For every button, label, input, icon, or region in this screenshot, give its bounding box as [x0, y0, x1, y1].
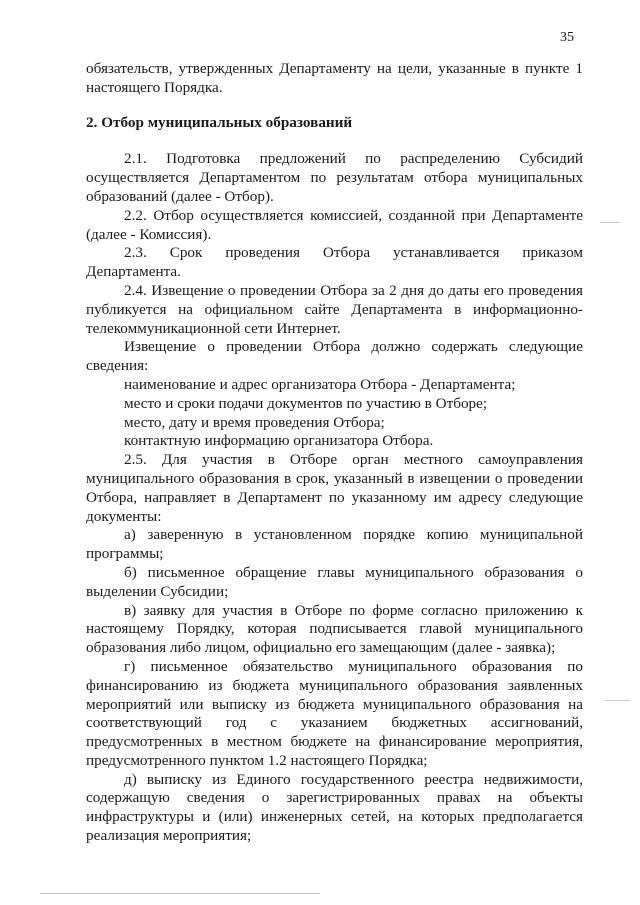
document-body [86, 60, 583, 846]
scan-artifact-right [605, 700, 630, 701]
section-title: 2. Отбор муниципальных образований [86, 113, 353, 131]
doc-item-d: д) выписку из Единого государственного реестра недвижимости, содержащую сведения о зарегистрированных правах на объекты инфраструктуры и (или) инженерных сетей, на которых предполагается реализация мероприятия; [86, 770, 583, 845]
notice-item: место, дату и время проведения Отбора; [124, 413, 385, 431]
notice-item: место и сроки подачи документов по участию в Отборе; [124, 394, 488, 412]
doc-item-g: г) письменное обязательство муниципального образования по финансированию из бюджета муниципального образования заявленных мероприятий или выписку из бюджета муниципального образования на соответствующий год с указанием бюджетных ассигнований, предусмотренных в местном бюджете на финансирование мероприятия, предусмотренного пунктом 1.2 настоящего Порядка; [86, 657, 583, 769]
intro-paragraph: обязательств, утвержденных Департаменту на цели, указанные в пункте 1 настоящего Порядка. [86, 60, 583, 96]
notice-item: контактную информацию организатора Отбора. [124, 432, 434, 450]
doc-item-v: в) заявку для участия в Отборе по форме согласно приложению к настоящему Порядку, которая подписывается главой муниципального образования либо лицом, официально его замещающим (далее - заявка); [86, 601, 583, 657]
paragraph-2-2: 2.2. Отбор осуществляется комиссией, созданной при Департаменте (далее - Комиссия). [86, 206, 583, 243]
doc-item-b: б) письменное обращение главы муниципального образования о выделении Субсидии; [86, 563, 583, 600]
notice-intro: Извещение о проведении Отбора должно содержать следующие сведения: [86, 338, 583, 375]
paragraph-2-3: 2.3. Срок проведения Отбора устанавливается приказом Департамента. [86, 244, 583, 281]
scan-artifact-bottom [40, 893, 320, 894]
doc-item-a: а) заверенную в установленном порядке копию муниципальной программы; [86, 526, 583, 563]
paragraph-2-4: 2.4. Извещение о проведении Отбора за 2 дня до даты его проведения публикуется на официальном сайте Департамента в информационно-телекоммуникационной сети Интернет. [86, 281, 583, 337]
paragraph-2-5: 2.5. Для участия в Отборе орган местного самоуправления муниципального образования в срок, указанный в извещении о проведении Отбора, направляет в Департамент по указанному им адресу следующие документы: [86, 451, 583, 525]
scan-artifact-right [600, 222, 620, 223]
page-number: 35 [560, 30, 574, 45]
notice-item: наименование и адрес организатора Отбора - Департамента; [124, 375, 516, 393]
paragraph-2-1: 2.1. Подготовка предложений по распределению Субсидий осуществляется Департаментом по результатам отбора муниципальных образований (далее - Отбор). [86, 150, 583, 205]
